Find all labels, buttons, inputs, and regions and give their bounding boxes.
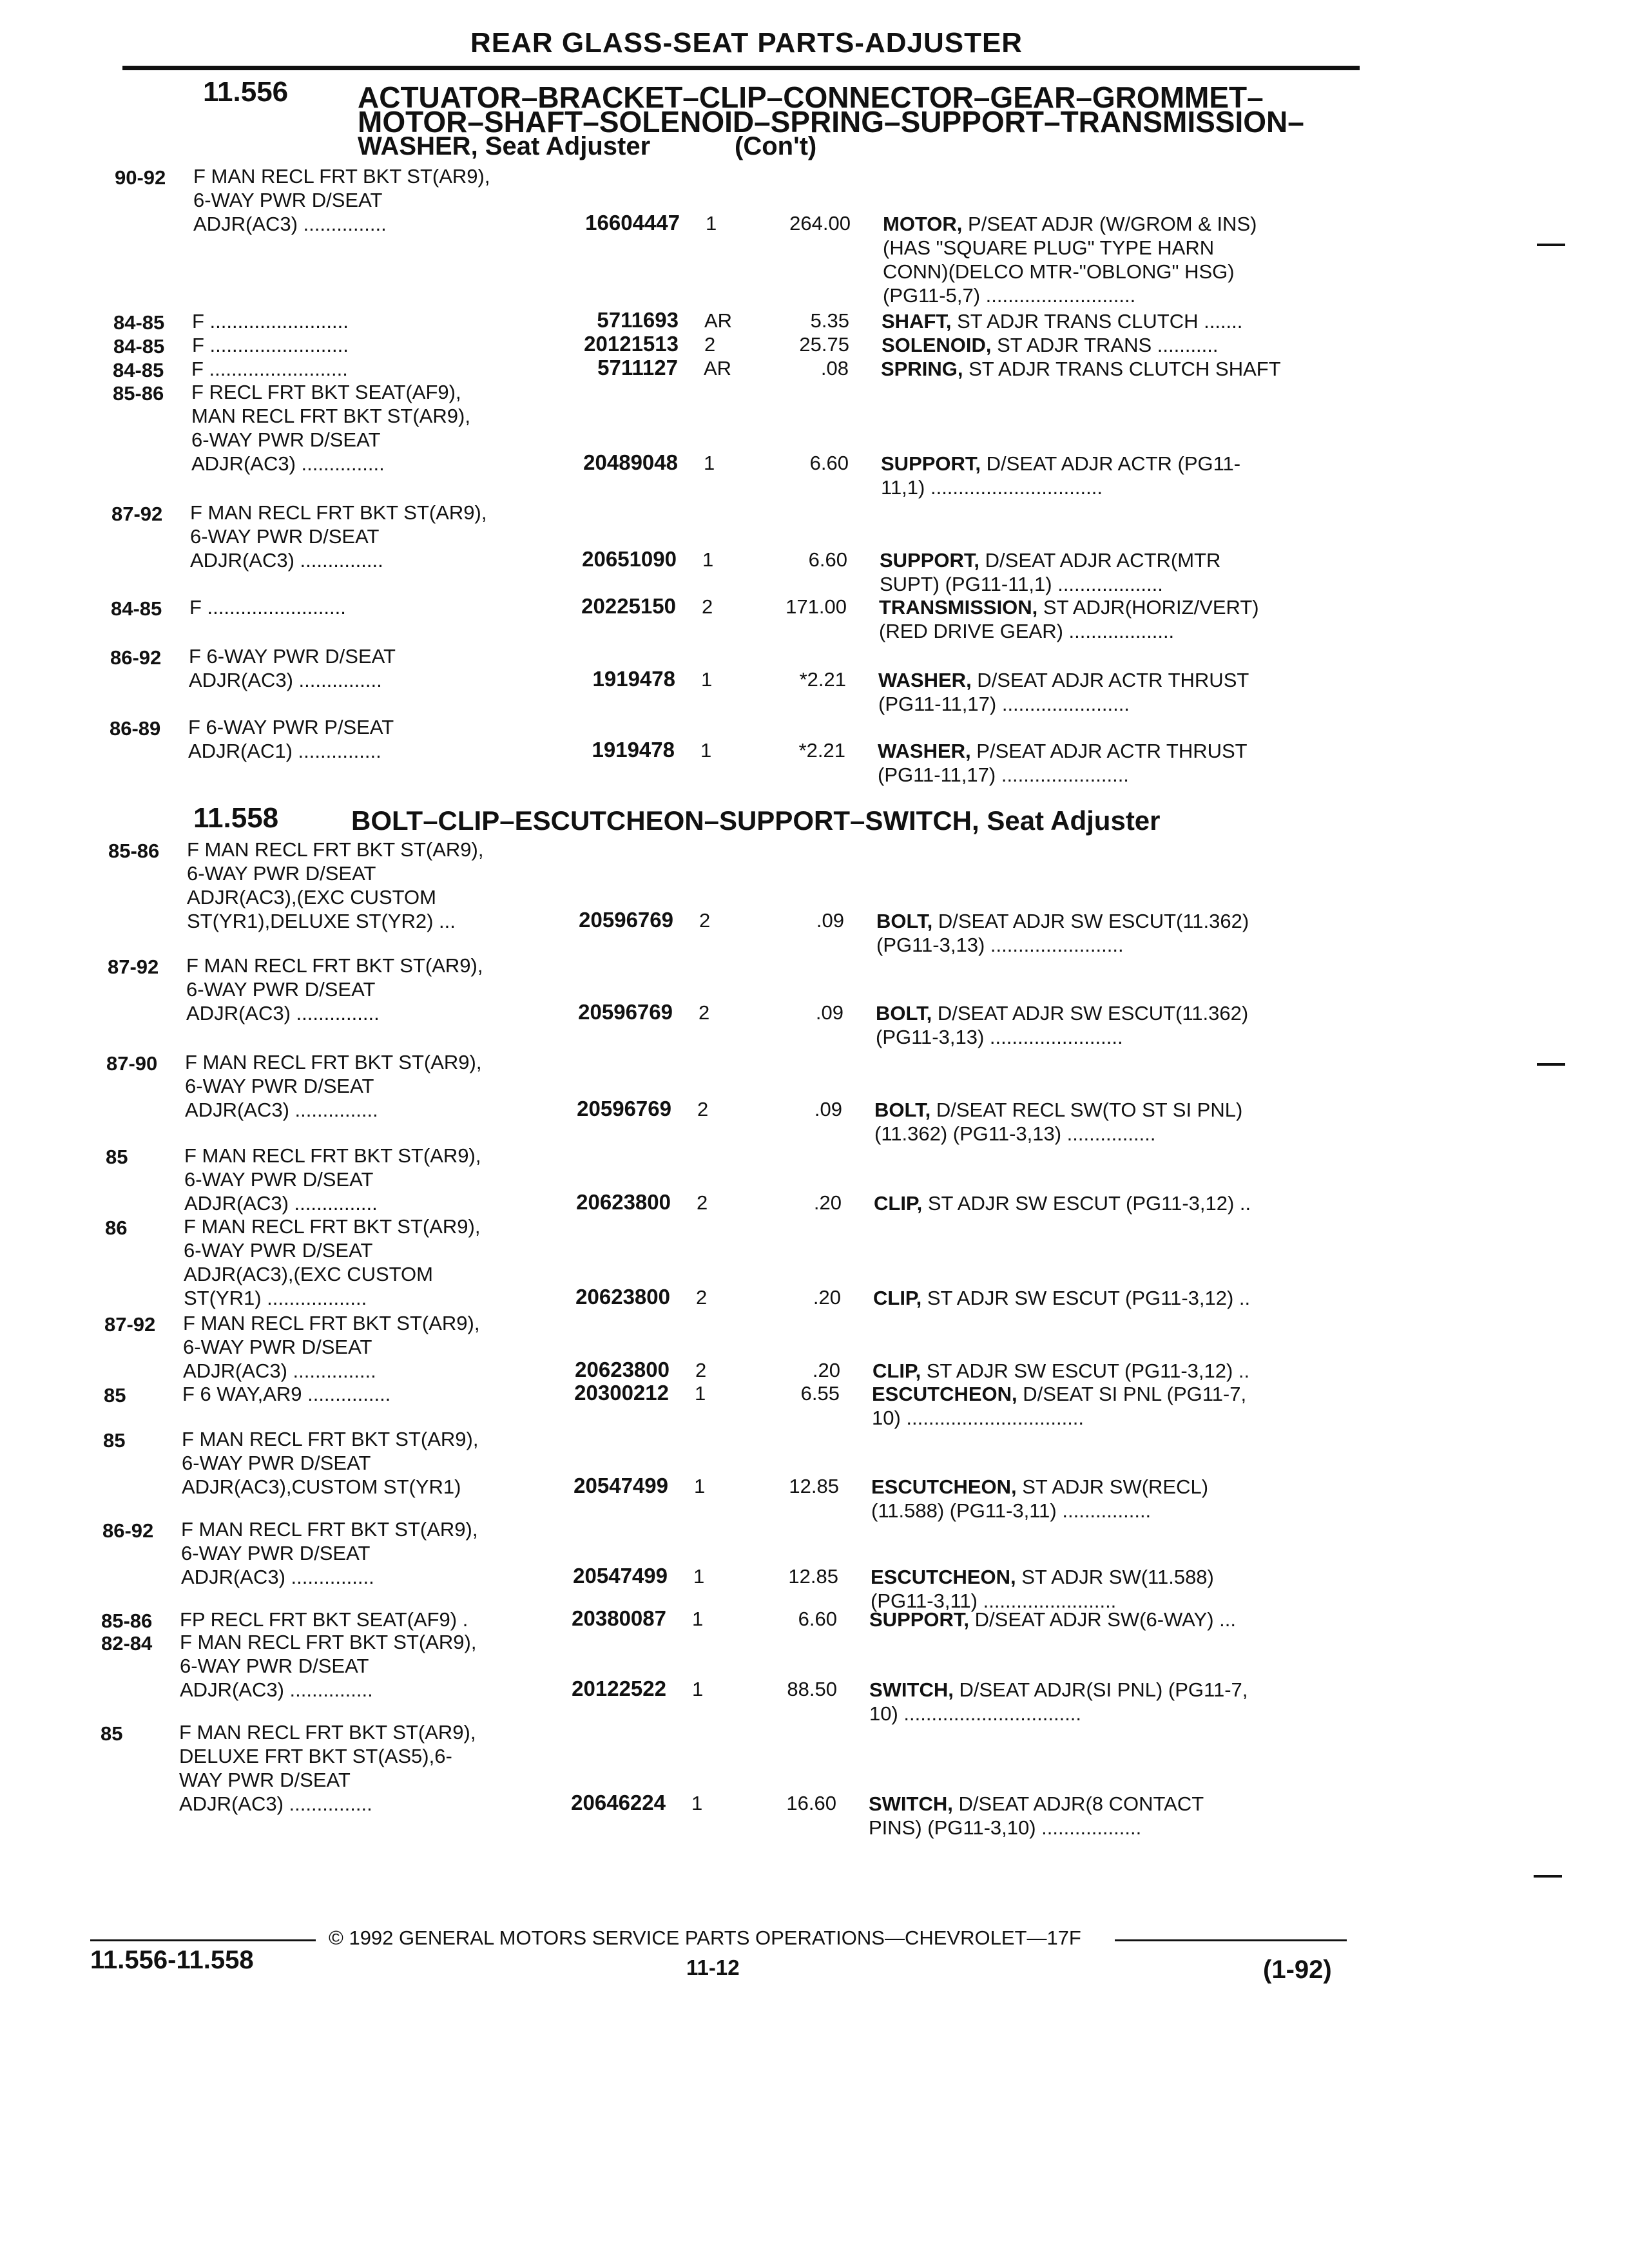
section-title-line-3: WASHER, Seat Adjuster <box>358 132 651 160</box>
entry-application: F MAN RECL FRT BKT ST(AR9), 6-WAY PWR D/SEAT ADJR(AC3) ............... <box>183 1312 480 1382</box>
footer-rule-left <box>90 1939 316 1941</box>
entry-application: F MAN RECL FRT BKT ST(AR9), 6-WAY PWR D/SEAT ADJR(AC3) ............... <box>185 1051 482 1121</box>
entry-price: 25.75 <box>799 333 849 356</box>
entry-application: F RECL FRT BKT SEAT(AF9), MAN RECL FRT BKT ST(AR9), 6-WAY PWR D/SEAT ADJR(AC3) ............... <box>191 381 470 475</box>
entry-quantity: 2 <box>696 1286 708 1309</box>
entry-application: F ......................... <box>189 596 346 619</box>
entry-price: *2.21 <box>798 739 845 762</box>
entry-year: 86-89 <box>110 717 161 740</box>
entry-year: 84-85 <box>113 359 164 381</box>
entry-price: 6.55 <box>800 1382 840 1405</box>
entry-part-number: 20646224 <box>571 1791 666 1814</box>
entry-application: F MAN RECL FRT BKT ST(AR9), 6-WAY PWR D/SEAT ADJR(AC3) ............... <box>186 954 483 1024</box>
entry-quantity: AR <box>704 357 732 380</box>
entry-part-number: 20122522 <box>572 1677 666 1700</box>
entry-part-number: 20489048 <box>583 450 678 474</box>
entry-quantity: 1 <box>700 739 712 762</box>
page-header-title: REAR GLASS-SEAT PARTS-ADJUSTER <box>470 27 1023 59</box>
entry-year: 85-86 <box>108 840 160 862</box>
entry-quantity: 2 <box>695 1359 707 1381</box>
entry-quantity: 1 <box>691 1792 703 1814</box>
entry-part-number: 5711127 <box>597 356 678 380</box>
entry-description: BOLT, D/SEAT ADJR SW ESCUT(11.362) (PG11-3,13) ........................ <box>876 910 1249 956</box>
footer-date: (1-92) <box>1263 1956 1332 1984</box>
section-number-11556: 11.556 <box>203 76 289 108</box>
footer-copyright: © 1992 GENERAL MOTORS SERVICE PARTS OPERATIONS—CHEVROLET—17F <box>329 1927 1081 1949</box>
entry-year: 85 <box>104 1384 126 1407</box>
entry-quantity: AR <box>704 309 733 332</box>
entry-part-number: 20547499 <box>573 1564 668 1588</box>
entry-quantity: 2 <box>697 1191 708 1214</box>
entry-description: MOTOR, P/SEAT ADJR (W/GROM & INS) (HAS "SQUARE PLUG" TYPE HARN CONN)(DELCO MTR-"OBLONG" HSG) (PG11-5,7) ........................... <box>883 213 1257 307</box>
entry-price: .20 <box>813 1191 842 1214</box>
entry-quantity: 1 <box>701 668 713 691</box>
entry-quantity: 1 <box>692 1678 704 1700</box>
entry-year: 90-92 <box>115 166 166 189</box>
section-number-11558: 11.558 <box>193 802 279 834</box>
entry-price: .09 <box>816 909 844 932</box>
entry-year: 82-84 <box>101 1632 153 1655</box>
entry-application: F ......................... <box>191 358 348 380</box>
entry-part-number: 20596769 <box>579 908 673 932</box>
footer-rule-right <box>1115 1939 1347 1941</box>
footer-section-range: 11.556-11.558 <box>90 1946 254 1974</box>
entry-price: .09 <box>815 1001 843 1024</box>
entry-description: CLIP, ST ADJR SW ESCUT (PG11-3,12) .. <box>873 1287 1251 1309</box>
entry-description: BOLT, D/SEAT RECL SW(TO ST SI PNL) (11.362) (PG11-3,13) ................ <box>874 1099 1243 1145</box>
entry-quantity: 1 <box>692 1608 704 1630</box>
entry-quantity: 2 <box>697 1098 709 1120</box>
entry-year: 85-86 <box>101 1610 153 1632</box>
entry-quantity: 1 <box>706 212 717 235</box>
entry-quantity: 2 <box>702 595 713 618</box>
entry-application: F ......................... <box>192 310 349 332</box>
entry-part-number: 1919478 <box>592 738 675 762</box>
entry-year: 87-92 <box>111 503 163 525</box>
entry-description: SUPPORT, D/SEAT ADJR ACTR (PG11- 11,1) ............................... <box>881 452 1241 499</box>
entry-description: BOLT, D/SEAT ADJR SW ESCUT(11.362) (PG11-3,13) ........................ <box>876 1002 1249 1048</box>
entry-description: SHAFT, ST ADJR TRANS CLUTCH ....... <box>882 310 1243 332</box>
entry-description: ESCUTCHEON, ST ADJR SW(11.588) (PG11-3,11) ........................ <box>871 1566 1214 1612</box>
entry-part-number: 20596769 <box>578 1000 673 1024</box>
entry-quantity: 2 <box>704 333 716 356</box>
entry-year: 84-85 <box>111 597 162 620</box>
entry-price: .20 <box>812 1359 840 1381</box>
entry-description: ESCUTCHEON, D/SEAT SI PNL (PG11-7, 10) ................................ <box>872 1383 1247 1429</box>
entry-description: SUPPORT, D/SEAT ADJR ACTR(MTR SUPT) (PG11-11,1) ................... <box>880 549 1221 595</box>
entry-quantity: 1 <box>704 452 715 474</box>
entry-quantity: 1 <box>693 1565 705 1588</box>
entry-year: 86-92 <box>102 1519 154 1542</box>
entry-part-number: 20596769 <box>577 1097 671 1120</box>
entry-part-number: 1919478 <box>592 667 675 691</box>
section-title-11558: BOLT–CLIP–ESCUTCHEON–SUPPORT–SWITCH, Seat Adjuster <box>351 805 1161 836</box>
entry-quantity: 2 <box>699 1001 710 1024</box>
entry-price: 16.60 <box>786 1792 836 1814</box>
entry-year: 86 <box>105 1216 128 1239</box>
entry-price: 88.50 <box>787 1678 837 1700</box>
section-title-line-1: ACTUATOR–BRACKET–CLIP–CONNECTOR–GEAR–GROMMET– <box>358 81 1264 114</box>
entry-price: 171.00 <box>786 595 847 618</box>
entry-application: F 6-WAY PWR P/SEAT ADJR(AC1) ............... <box>188 716 394 762</box>
entry-part-number: 20121513 <box>584 332 679 356</box>
entry-year: 85 <box>106 1146 128 1168</box>
entry-price: 6.60 <box>809 452 849 474</box>
entry-application: F MAN RECL FRT BKT ST(AR9), DELUXE FRT BKT ST(AS5),6- WAY PWR D/SEAT ADJR(AC3) ............... <box>179 1721 476 1815</box>
entry-part-number: 20225150 <box>581 594 676 618</box>
entry-description: SWITCH, D/SEAT ADJR(8 CONTACT PINS) (PG11-3,10) .................. <box>869 1792 1204 1839</box>
entry-price: .09 <box>814 1098 842 1120</box>
entry-application: F MAN RECL FRT BKT ST(AR9), 6-WAY PWR D/SEAT ADJR(AC3),CUSTOM ST(YR1) <box>182 1428 479 1498</box>
entry-part-number: 20623800 <box>575 1285 670 1309</box>
entry-quantity: 1 <box>695 1382 706 1405</box>
entry-price: 12.85 <box>788 1565 838 1588</box>
entry-application: F MAN RECL FRT BKT ST(AR9), 6-WAY PWR D/SEAT ADJR(AC3) ............... <box>193 165 490 235</box>
margin-mark <box>1537 1063 1565 1066</box>
entry-year: 85-86 <box>113 382 164 405</box>
entry-application: F 6-WAY PWR D/SEAT ADJR(AC3) ............... <box>189 645 396 691</box>
section-title-continued: (Con't) <box>735 132 817 160</box>
entry-description: CLIP, ST ADJR SW ESCUT (PG11-3,12) .. <box>874 1192 1251 1215</box>
entry-year: 85 <box>103 1429 126 1452</box>
footer-page-number: 11-12 <box>686 1956 740 1979</box>
entry-year: 84-85 <box>113 335 165 358</box>
entry-application: F MAN RECL FRT BKT ST(AR9), 6-WAY PWR D/SEAT ADJR(AC3),(EXC CUSTOM ST(YR1),DELUXE ST(YR2) ... <box>187 838 484 932</box>
entry-price: .08 <box>820 357 849 380</box>
entry-description: WASHER, P/SEAT ADJR ACTR THRUST (PG11-11,17) ....................... <box>878 740 1248 786</box>
entry-year: 87-92 <box>104 1313 156 1336</box>
entry-quantity: 2 <box>699 909 711 932</box>
entry-part-number: 20547499 <box>574 1474 668 1497</box>
entry-year: 86-92 <box>110 646 162 669</box>
entry-description: SOLENOID, ST ADJR TRANS ........... <box>882 334 1219 356</box>
entry-part-number: 20623800 <box>576 1190 671 1214</box>
entry-year: 85 <box>101 1722 123 1745</box>
entry-part-number: 20380087 <box>572 1606 666 1630</box>
entry-part-number: 20651090 <box>582 547 677 571</box>
entry-description: SPRING, ST ADJR TRANS CLUTCH SHAFT <box>881 358 1281 380</box>
entry-price: .20 <box>813 1286 841 1309</box>
header-rule <box>122 66 1360 70</box>
margin-mark <box>1534 1875 1562 1878</box>
entry-application: F ......................... <box>192 334 349 356</box>
entry-price: 5.35 <box>810 309 849 332</box>
entry-application: F MAN RECL FRT BKT ST(AR9), 6-WAY PWR D/SEAT ADJR(AC3) ............... <box>190 501 487 572</box>
entry-part-number: 5711693 <box>597 308 679 332</box>
entry-description: SUPPORT, D/SEAT ADJR SW(6-WAY) ... <box>869 1608 1236 1631</box>
section-title-line-2: MOTOR–SHAFT–SOLENOID–SPRING–SUPPORT–TRANSMISSION– <box>358 105 1304 139</box>
entry-quantity: 1 <box>702 548 714 571</box>
margin-mark <box>1537 244 1565 246</box>
entry-price: 6.60 <box>808 548 847 571</box>
entry-price: 6.60 <box>798 1608 837 1630</box>
entry-application: F MAN RECL FRT BKT ST(AR9), 6-WAY PWR D/SEAT ADJR(AC3) ............... <box>180 1631 477 1701</box>
entry-description: WASHER, D/SEAT ADJR ACTR THRUST (PG11-11,17) ....................... <box>878 669 1249 715</box>
entry-description: SWITCH, D/SEAT ADJR(SI PNL) (PG11-7, 10) ................................ <box>869 1678 1248 1725</box>
entry-price: 264.00 <box>789 212 851 235</box>
entry-quantity: 1 <box>694 1475 706 1497</box>
entry-application: FP RECL FRT BKT SEAT(AF9) . <box>180 1608 468 1631</box>
entry-year: 87-92 <box>108 956 159 978</box>
entry-year: 84-85 <box>113 311 165 334</box>
entry-description: ESCUTCHEON, ST ADJR SW(RECL) (11.588) (PG11-3,11) ................ <box>871 1475 1209 1522</box>
entry-application: F MAN RECL FRT BKT ST(AR9), 6-WAY PWR D/SEAT ADJR(AC3),(EXC CUSTOM ST(YR1) .................. <box>184 1215 481 1309</box>
entry-price: *2.21 <box>799 668 846 691</box>
entry-application: F 6 WAY,AR9 ............... <box>182 1383 391 1405</box>
entry-application: F MAN RECL FRT BKT ST(AR9), 6-WAY PWR D/SEAT ADJR(AC3) ............... <box>181 1518 478 1588</box>
entry-part-number: 20300212 <box>574 1381 669 1405</box>
entry-price: 12.85 <box>789 1475 839 1497</box>
entry-part-number: 16604447 <box>585 211 680 235</box>
entry-year: 87-90 <box>106 1052 158 1075</box>
entry-part-number: 20623800 <box>575 1358 670 1381</box>
entry-application: F MAN RECL FRT BKT ST(AR9), 6-WAY PWR D/SEAT ADJR(AC3) ............... <box>184 1144 481 1215</box>
entry-description: CLIP, ST ADJR SW ESCUT (PG11-3,12) .. <box>872 1360 1250 1382</box>
entry-description: TRANSMISSION, ST ADJR(HORIZ/VERT) (RED DRIVE GEAR) ................... <box>879 596 1259 642</box>
